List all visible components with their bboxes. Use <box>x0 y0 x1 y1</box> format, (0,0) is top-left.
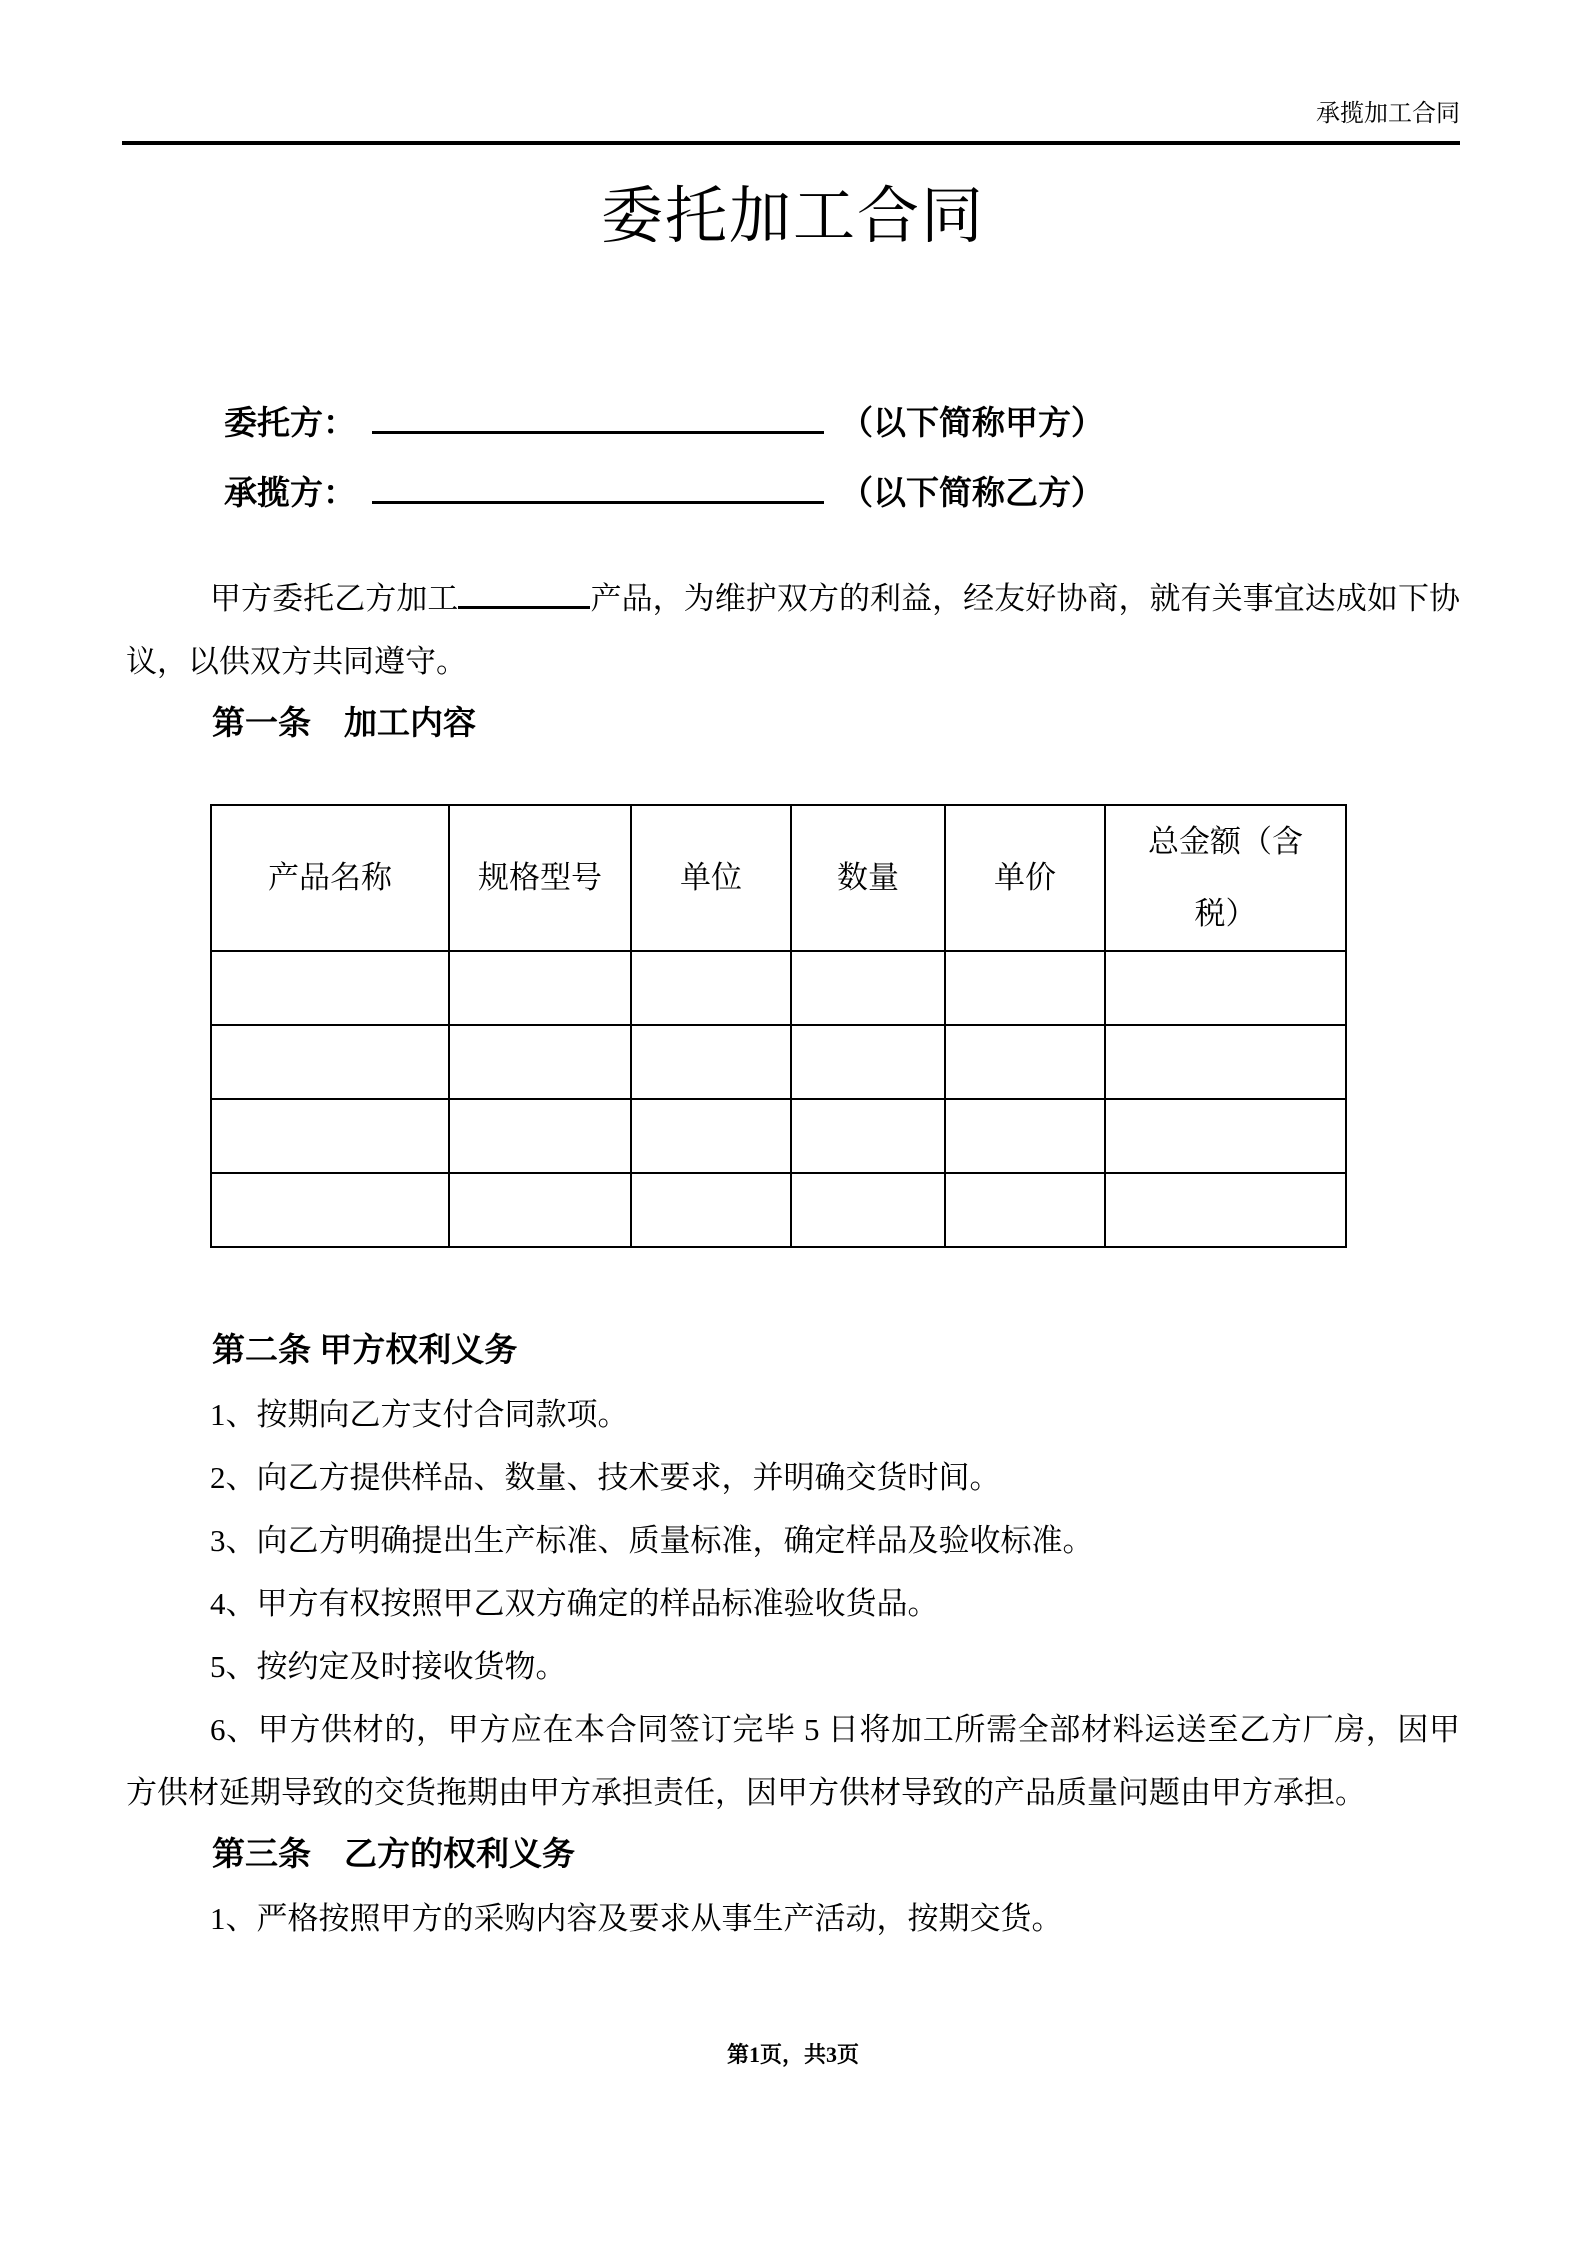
col-header-quantity: 数量 <box>791 805 945 951</box>
table-cell-empty[interactable] <box>1105 1173 1346 1247</box>
col-header-total-amount-label: 总金额（含税） <box>1148 824 1303 931</box>
table-cell-empty[interactable] <box>791 1025 945 1099</box>
parties-block <box>126 389 1460 529</box>
table-cell-empty[interactable] <box>211 1099 449 1173</box>
table-cell-empty[interactable] <box>945 1173 1105 1247</box>
running-header-title: 承揽加工合同 <box>1316 101 1460 127</box>
party-a-label: 委托方： <box>224 406 356 442</box>
party-a-line <box>224 389 1460 459</box>
table-cell-empty[interactable] <box>211 951 449 1025</box>
party-b-line <box>224 459 1460 529</box>
section-1-heading: 第一条 加工内容 <box>212 706 476 742</box>
table-cell-empty[interactable] <box>449 1173 631 1247</box>
section-2-item: 3、向乙方明确提出生产标准、质量标准，确定样品及验收标准。 <box>210 1523 1094 1558</box>
table-cell-empty[interactable] <box>1105 951 1346 1025</box>
intro-lead-text: 甲方委托乙方加工 <box>210 581 459 616</box>
table-cell-empty[interactable] <box>945 951 1105 1025</box>
col-header-unit-price: 单价 <box>945 805 1105 951</box>
table-cell-empty[interactable] <box>211 1173 449 1247</box>
table-cell-empty[interactable] <box>791 1099 945 1173</box>
table-cell-empty[interactable] <box>449 1099 631 1173</box>
table-row <box>211 951 1346 1025</box>
table-cell-empty[interactable] <box>945 1099 1105 1173</box>
section-2-item: 2、向乙方提供样品、数量、技术要求，并明确交货时间。 <box>210 1460 1001 1495</box>
section-3-heading: 第三条 乙方的权利义务 <box>212 1837 575 1873</box>
section-3-item: 1、严格按照甲方的采购内容及要求从事生产活动，按期交货。 <box>210 1901 1063 1936</box>
table-cell-empty[interactable] <box>631 1099 791 1173</box>
col-header-total-amount <box>1105 805 1346 951</box>
table-row <box>211 1099 1346 1173</box>
section-2-heading: 第二条 甲方权利义务 <box>212 1333 518 1369</box>
party-b-suffix: （以下简称乙方） <box>840 476 1104 512</box>
product-table-body <box>211 951 1346 1247</box>
table-row <box>211 1173 1346 1247</box>
table-header-row <box>211 805 1346 951</box>
section-2-item: 6、甲方供材的，甲方应在本合同签订完毕 5 日将加工所需全部材料运送至乙方厂房，因甲方供材延期导致的交货拖期由甲方承担责任，因甲方供材导致的产品质量问题由甲方承担。 <box>126 1712 1460 1810</box>
product-name-blank[interactable] <box>458 596 590 609</box>
section-2-item: 1、按期向乙方支付合同款项。 <box>210 1397 629 1432</box>
header-divider-rule <box>122 141 1460 145</box>
table-cell-empty[interactable] <box>449 1025 631 1099</box>
intro-paragraph <box>126 567 1460 693</box>
table-cell-empty[interactable] <box>449 951 631 1025</box>
section-2-item: 4、甲方有权按照甲乙双方确定的样品标准验收货品。 <box>210 1586 939 1621</box>
table-cell-empty[interactable] <box>791 1173 945 1247</box>
page-title: 委托加工合同 <box>600 183 985 251</box>
col-header-spec-model: 规格型号 <box>449 805 631 951</box>
intro-tail-text: 产品，为维护双方的利益，经友好协商，就有关事宜达成如下协议，以供双方共同遵守。 <box>126 581 1461 679</box>
table-cell-empty[interactable] <box>1105 1099 1346 1173</box>
party-a-suffix: （以下简称甲方） <box>840 406 1104 442</box>
table-cell-empty[interactable] <box>631 1025 791 1099</box>
page-number: 第1页，共3页 <box>726 2042 859 2067</box>
table-cell-empty[interactable] <box>1105 1025 1346 1099</box>
product-table <box>210 804 1347 1248</box>
table-cell-empty[interactable] <box>791 951 945 1025</box>
col-header-unit: 单位 <box>631 805 791 951</box>
section-2-item: 5、按约定及时接收货物。 <box>210 1649 567 1684</box>
col-header-product-name: 产品名称 <box>211 805 449 951</box>
party-b-label: 承揽方： <box>224 476 356 512</box>
table-cell-empty[interactable] <box>211 1025 449 1099</box>
table-cell-empty[interactable] <box>631 1173 791 1247</box>
product-table-head <box>211 805 1346 951</box>
party-b-name-blank[interactable] <box>372 489 824 504</box>
table-cell-empty[interactable] <box>631 951 791 1025</box>
table-cell-empty[interactable] <box>945 1025 1105 1099</box>
party-a-name-blank[interactable] <box>372 419 824 434</box>
table-row <box>211 1025 1346 1099</box>
